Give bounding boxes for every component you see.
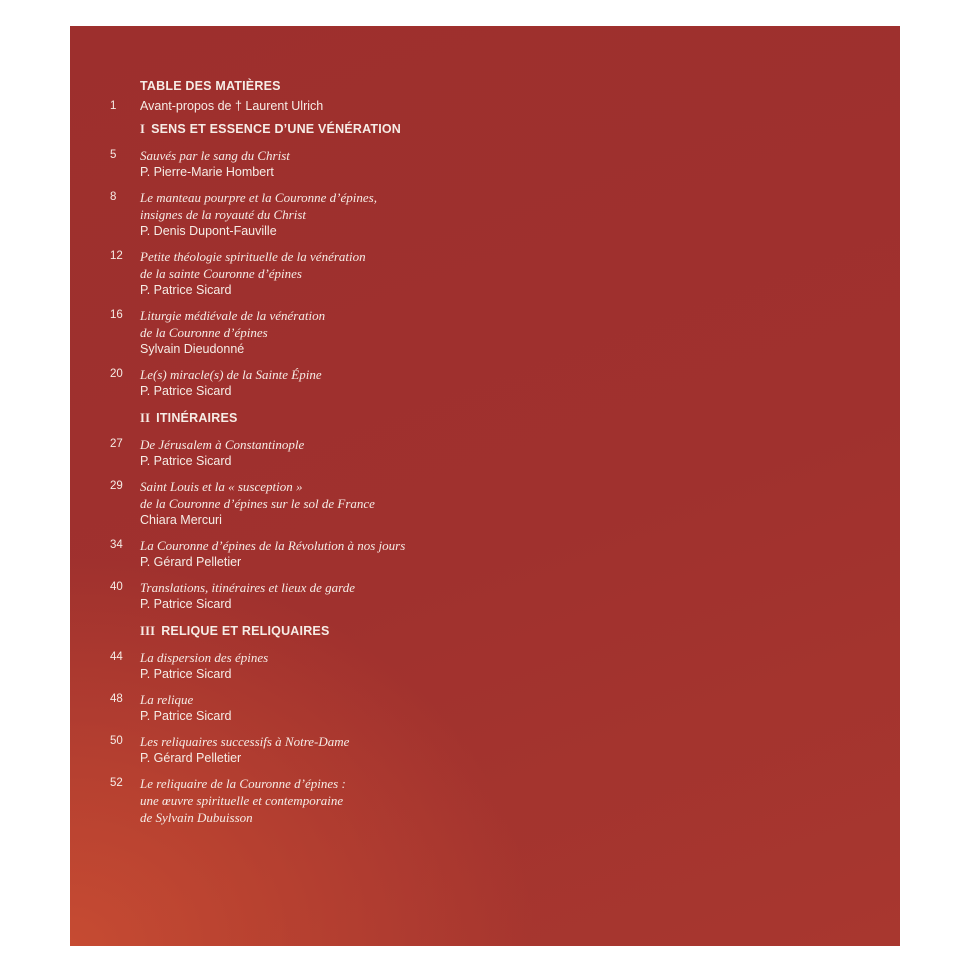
entry-title: insignes de la royauté du Christ (140, 207, 306, 222)
entry-author: P. Patrice Sicard (140, 283, 232, 297)
page-number: 34 (110, 539, 123, 551)
entry-title: La relique (140, 692, 194, 707)
page-number: 50 (110, 735, 123, 747)
entry-title: Sauvés par le sang du Christ (140, 148, 290, 163)
toc-entry[interactable] (110, 691, 590, 725)
toc-entry[interactable] (110, 307, 590, 358)
entry-title: Saint Louis et la « susception » (140, 479, 303, 494)
toc-entry[interactable] (110, 775, 590, 826)
toc-title: TABLE DES MATIÈRES (140, 79, 281, 93)
entry-author: P. Pierre-Marie Hombert (140, 165, 274, 179)
page-number: 27 (110, 438, 123, 450)
section-heading (140, 119, 590, 139)
entry-author: P. Patrice Sicard (140, 667, 232, 681)
toc-entry[interactable] (110, 436, 590, 470)
entry-title: une œuvre spirituelle et contemporaine (140, 793, 344, 808)
entry-author: P. Patrice Sicard (140, 709, 232, 723)
entry-title: De Jérusalem à Constantinople (140, 437, 305, 452)
page-number: 5 (110, 149, 117, 161)
page-number: 40 (110, 581, 123, 593)
entry-title: Petite théologie spirituelle de la vénération (140, 249, 366, 264)
entry-title: Le reliquaire de la Couronne d’épines : (140, 776, 346, 791)
entry-title: de la sainte Couronne d’épines (140, 266, 302, 281)
entry-author: P. Patrice Sicard (140, 597, 232, 611)
table-of-contents (110, 76, 590, 834)
toc-sections (110, 119, 590, 826)
entry-title: Le manteau pourpre et la Couronne d’épines, (140, 190, 377, 205)
toc-entry[interactable] (110, 366, 590, 400)
entry-author: Sylvain Dieudonné (140, 342, 245, 356)
section-title: ITINÉRAIRES (156, 411, 238, 425)
section-title: RELIQUE ET RELIQUAIRES (161, 624, 330, 638)
page-number: 44 (110, 651, 123, 663)
entry-title: Translations, itinéraires et lieux de garde (140, 580, 355, 595)
page-number: 8 (110, 191, 117, 203)
toc-entry[interactable] (110, 147, 590, 181)
section-number: II (140, 411, 151, 425)
entry-title: La dispersion des épines (140, 650, 269, 665)
page-number: 12 (110, 250, 123, 262)
page-number: 20 (110, 368, 123, 380)
toc-entry-intro[interactable] (110, 98, 590, 115)
toc-entry[interactable] (110, 733, 590, 767)
toc-entry[interactable] (110, 537, 590, 571)
entry-author: P. Gérard Pelletier (140, 555, 242, 569)
entry-title: Le(s) miracle(s) de la Sainte Épine (140, 367, 322, 382)
entry-author: P. Gérard Pelletier (140, 751, 242, 765)
page-number: 1 (110, 100, 117, 112)
page-number: 52 (110, 777, 123, 789)
entry-author: P. Patrice Sicard (140, 454, 232, 468)
toc-entry[interactable] (110, 579, 590, 613)
section-title: SENS ET ESSENCE D’UNE VÉNÉRATION (151, 122, 402, 136)
entry-title: La Couronne d’épines de la Révolution à nos jours (140, 538, 406, 553)
entry-title: de la Couronne d’épines sur le sol de France (140, 496, 375, 511)
entry-author: P. Denis Dupont-Fauville (140, 224, 277, 238)
page-number: 29 (110, 480, 123, 492)
page-number: 48 (110, 693, 123, 705)
entry-author: P. Patrice Sicard (140, 384, 232, 398)
section-heading (140, 408, 590, 428)
section-number: I (140, 122, 146, 136)
toc-entry[interactable] (110, 478, 590, 529)
toc-entry[interactable] (110, 649, 590, 683)
toc-page (70, 26, 900, 946)
entry-title: Liturgie médiévale de la vénération (140, 308, 326, 323)
entry-title: Les reliquaires successifs à Notre-Dame (140, 734, 350, 749)
toc-entry[interactable] (110, 189, 590, 240)
toc-entry[interactable] (110, 248, 590, 299)
section-heading (140, 621, 590, 641)
entry-title: de Sylvain Dubuisson (140, 810, 253, 825)
page-number: 16 (110, 309, 123, 321)
entry-title: de la Couronne d’épines (140, 325, 268, 340)
entry-author: Chiara Mercuri (140, 513, 222, 527)
section-number: III (140, 624, 156, 638)
entry-text: Avant-propos de † Laurent Ulrich (140, 99, 324, 113)
